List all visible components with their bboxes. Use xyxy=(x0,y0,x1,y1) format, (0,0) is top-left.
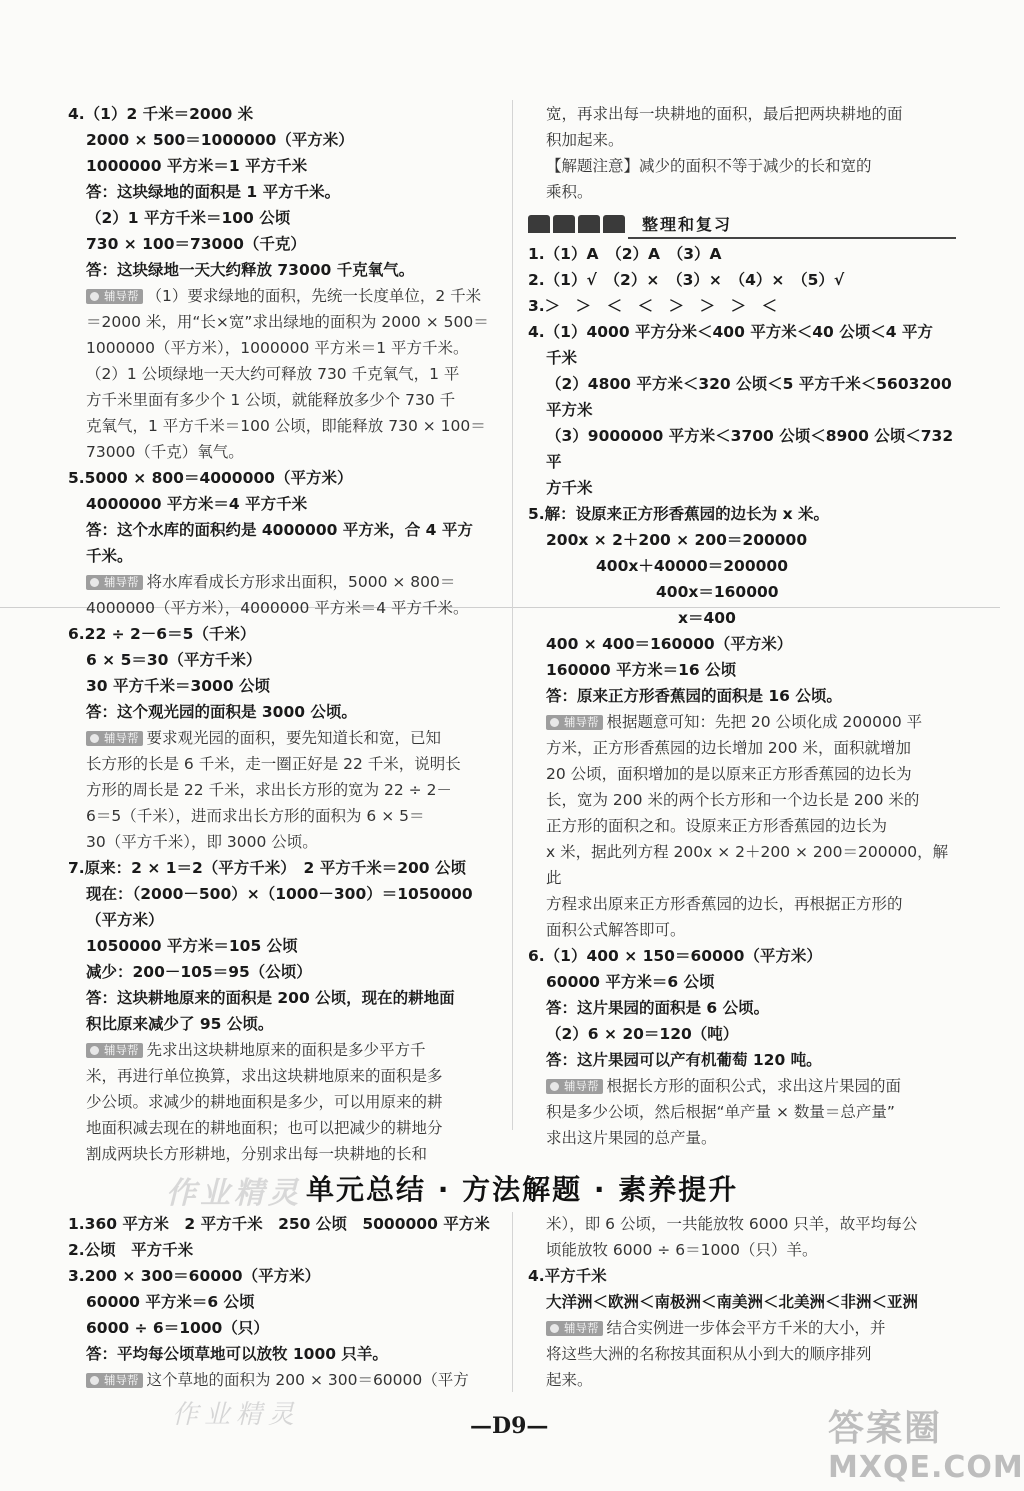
line-text: 1.360 平方米 2 平方千米 250 公顷 5000000 平方米 xyxy=(68,1215,490,1233)
line-text: 73000（千克）氧气。 xyxy=(86,443,244,461)
line-text: 将水库看成长方形求出面积，5000 × 800＝ xyxy=(146,573,456,591)
tutor-help-badge: 辅导帮 xyxy=(86,289,143,304)
line-text: 减少：200－105＝95（公顷） xyxy=(86,963,312,981)
column-divider-bottom xyxy=(512,1212,513,1392)
line-text: 正方形的面积之和。设原来正方形香蕉园的边长为 xyxy=(546,817,888,835)
line-text: 400 × 400＝160000（平方米） xyxy=(546,635,793,653)
text-line xyxy=(528,735,956,761)
tutor-help-badge: 辅导帮 xyxy=(86,1043,143,1058)
text-line xyxy=(68,517,500,543)
line-text: 20 公顷，面积增加的是以原来正方形香蕉园的边长为 xyxy=(546,765,912,783)
line-text: 1050000 平方米＝105 公顷 xyxy=(86,937,298,955)
line-text: 答：这片果园可以产有机葡萄 120 吨。 xyxy=(546,1051,822,1069)
text-line xyxy=(528,1237,956,1263)
text-line xyxy=(68,309,500,335)
text-line xyxy=(68,361,500,387)
text-line xyxy=(528,631,956,657)
line-text: 平方米 xyxy=(546,401,593,419)
line-text: （3）9000000 平方米＜3700 公顷＜8900 公顷＜732 平 xyxy=(546,427,954,471)
text-line xyxy=(68,205,500,231)
text-line xyxy=(528,891,956,917)
line-text: 乘积。 xyxy=(546,183,593,201)
text-line xyxy=(528,1047,956,1073)
text-line xyxy=(68,179,500,205)
watermark-logo-text: 答案圈 xyxy=(828,1408,943,1449)
text-line xyxy=(528,1263,956,1289)
line-text: 1000000（平方米），1000000 平方米＝1 平方千米。 xyxy=(86,339,469,357)
text-line xyxy=(68,335,500,361)
line-text: 6 × 5＝30（平方千米） xyxy=(86,651,262,669)
line-text: 长方形的长是 6 千米，走一圈正好是 22 千米，说明长 xyxy=(86,755,461,773)
line-text: 160000 平方米＝16 公顷 xyxy=(546,661,737,679)
text-line xyxy=(68,595,500,621)
line-text: 答：这块绿地的面积是 1 平方千米。 xyxy=(86,183,341,201)
line-text: 2.公顷 平方千米 xyxy=(68,1241,194,1259)
faint-watermark-text: 作业精灵 xyxy=(172,1400,301,1430)
line-text: （1）要求绿地的面积，先统一长度单位，2 千米 xyxy=(146,287,482,305)
line-text: 地面积减去现在的耕地面积；也可以把减少的耕地分 xyxy=(86,1119,443,1137)
line-text: 长，宽为 200 米的两个长方形和一个边长是 200 米的 xyxy=(546,791,920,809)
text-line xyxy=(68,959,500,985)
line-text: 答：这片果园的面积是 6 公顷。 xyxy=(546,999,770,1017)
tutor-help-badge: 辅导帮 xyxy=(86,1373,143,1388)
text-line xyxy=(528,1073,956,1099)
section-header xyxy=(528,209,956,239)
line-text: 答：这块耕地原来的面积是 200 公顷，现在的耕地面 xyxy=(86,989,455,1007)
section-header-rule xyxy=(628,237,956,239)
text-line xyxy=(528,527,956,553)
right-column xyxy=(528,101,956,1151)
text-line xyxy=(68,257,500,283)
line-text: 60000 平方米＝6 公顷 xyxy=(86,1293,255,1311)
line-text: 面积公式解答即可。 xyxy=(546,921,686,939)
line-text: 少公顷。求减少的耕地面积是多少，可以用原来的耕 xyxy=(86,1093,443,1111)
unit-summary-banner xyxy=(160,1166,860,1211)
text-line xyxy=(528,319,956,345)
text-line xyxy=(68,751,500,777)
text-line xyxy=(528,1367,956,1393)
line-text: 30（平方千米），即 3000 公顷。 xyxy=(86,833,318,851)
text-line xyxy=(68,1341,500,1367)
text-line xyxy=(528,423,956,475)
text-line xyxy=(528,657,956,683)
tutor-help-badge: 辅导帮 xyxy=(86,575,143,590)
text-line xyxy=(68,101,500,127)
text-line xyxy=(528,1099,956,1125)
line-text: 5.5000 × 800＝4000000（平方米） xyxy=(68,469,353,487)
review-answers xyxy=(528,241,956,1151)
text-line xyxy=(68,387,500,413)
site-watermark xyxy=(828,1400,1024,1488)
text-line xyxy=(528,501,956,527)
text-line xyxy=(68,1315,500,1341)
line-text: 顷能放牧 6000 ÷ 6＝1000（只）羊。 xyxy=(546,1241,818,1259)
text-line xyxy=(528,127,956,153)
line-text: 方千米 xyxy=(546,479,593,497)
text-line xyxy=(68,647,500,673)
text-line xyxy=(68,1211,500,1237)
text-line xyxy=(68,569,500,595)
text-line xyxy=(528,1211,956,1237)
line-text: 起来。 xyxy=(546,1371,593,1389)
line-text: （2）1 公顷绿地一天大约可释放 730 千克氧气，1 平 xyxy=(86,365,460,383)
line-text: 2000 × 500＝1000000（平方米） xyxy=(86,131,354,149)
line-text: 大洋洲＜欧洲＜南极洲＜南美洲＜北美洲＜非洲＜亚洲 xyxy=(546,1293,919,1311)
line-text: 4000000 平方米＝4 平方千米 xyxy=(86,495,308,513)
text-line xyxy=(528,761,956,787)
line-text: 将这些大洲的名称按其面积从小到大的顺序排列 xyxy=(546,1345,872,1363)
line-text: 现在：（2000－500）×（1000－300）＝1050000（平方米） xyxy=(86,885,473,929)
section-header-blocks xyxy=(528,215,625,233)
line-text: 400x＋40000＝200000 xyxy=(596,557,788,575)
line-text: 积比原来减少了 95 公顷。 xyxy=(86,1015,274,1033)
text-line xyxy=(68,1011,500,1037)
line-text: 结合实例进一步体会平方千米的大小，并 xyxy=(606,1319,886,1337)
text-line xyxy=(528,1289,956,1315)
text-line xyxy=(528,813,956,839)
text-line xyxy=(528,553,956,579)
text-line xyxy=(528,267,956,293)
watermark-url: MXQE.COM xyxy=(828,1450,1024,1485)
text-line xyxy=(68,283,500,309)
banner-watermark-text: 作业精灵 xyxy=(166,1176,302,1211)
text-line xyxy=(528,579,956,605)
text-line xyxy=(528,995,956,1021)
text-line xyxy=(68,1063,500,1089)
tutor-help-badge: 辅导帮 xyxy=(86,731,143,746)
text-line xyxy=(68,621,500,647)
text-line xyxy=(68,1289,500,1315)
line-text: 400x＝160000 xyxy=(656,583,779,601)
text-line xyxy=(68,777,500,803)
text-line xyxy=(528,709,956,735)
text-line xyxy=(68,699,500,725)
text-line xyxy=(528,605,956,631)
banner-title: 单元总结 · 方法解题 · 素养提升 xyxy=(306,1173,739,1206)
text-line xyxy=(68,413,500,439)
line-text: 2.（1）√ （2）× （3）× （4）× （5）√ xyxy=(528,271,845,289)
text-line xyxy=(528,683,956,709)
text-line xyxy=(68,231,500,257)
line-text: 3.＞ ＞ ＜ ＜ ＞ ＞ ＞ ＜ xyxy=(528,297,778,315)
text-line xyxy=(68,725,500,751)
text-line xyxy=(68,985,500,1011)
line-text: 4.（1）2 千米＝2000 米 xyxy=(68,105,254,123)
text-line xyxy=(528,969,956,995)
summary-left-column xyxy=(68,1211,500,1393)
line-text: 6＝5（千米），进而求出长方形的面积为 6 × 5＝ xyxy=(86,807,425,825)
line-text: 方形的周长是 22 千米，求出长方形的宽为 22 ÷ 2－ xyxy=(86,781,452,799)
line-text: 6.（1）400 × 150＝60000（平方米） xyxy=(528,947,822,965)
text-line xyxy=(68,1141,500,1167)
line-text: 方米，正方形香蕉园的边长增加 200 米，面积就增加 xyxy=(546,739,911,757)
line-text: 积是多少公顷，然后根据“单产量 × 数量＝总产量” xyxy=(546,1103,895,1121)
text-line xyxy=(528,179,956,205)
line-text: 方程求出原来正方形香蕉园的边长，再根据正方形的 xyxy=(546,895,903,913)
text-line xyxy=(68,1263,500,1289)
text-line xyxy=(68,829,500,855)
line-text: 千米 xyxy=(546,349,578,367)
line-text: 米，再进行单位换算，求出这块耕地原来的面积是多 xyxy=(86,1067,443,1085)
page-number: —D9— xyxy=(470,1413,549,1439)
line-text: 千米。 xyxy=(86,547,133,565)
line-text: 先求出这块耕地原来的面积是多少平方千 xyxy=(146,1041,426,1059)
text-line xyxy=(528,943,956,969)
text-line xyxy=(528,153,956,179)
text-line xyxy=(68,1089,500,1115)
line-text: 【解题注意】减少的面积不等于减少的长和宽的 xyxy=(546,157,872,175)
text-line xyxy=(68,933,500,959)
line-text: ＝2000 米，用“长×宽”求出绿地的面积为 2000 × 500＝ xyxy=(86,313,489,331)
line-text: 要求观光园的面积，要先知道长和宽，已知 xyxy=(146,729,442,747)
text-line xyxy=(68,153,500,179)
line-text: 答：这个观光园的面积是 3000 公顷。 xyxy=(86,703,357,721)
line-text: 答：原来正方形香蕉园的面积是 16 公顷。 xyxy=(546,687,842,705)
text-line xyxy=(528,1341,956,1367)
line-text: 米），即 6 公顷，一共能放牧 6000 只羊，故平均每公 xyxy=(546,1215,918,1233)
line-text: 3.200 × 300＝60000（平方米） xyxy=(68,1267,321,1285)
text-line xyxy=(68,1115,500,1141)
text-line xyxy=(68,491,500,517)
line-text: 6.22 ÷ 2－6＝5（千米） xyxy=(68,625,256,643)
line-text: 1000000 平方米＝1 平方千米 xyxy=(86,157,308,175)
line-text: （2）6 × 20＝120（吨） xyxy=(546,1025,739,1043)
text-line xyxy=(68,439,500,465)
line-text: （2）1 平方千米＝100 公顷 xyxy=(86,209,291,227)
line-text: 60000 平方米＝6 公顷 xyxy=(546,973,715,991)
line-text: 方千米里面有多少个 1 公顷，就能释放多少个 730 千 xyxy=(86,391,456,409)
line-text: 这个草地的面积为 200 × 300＝60000（平方 xyxy=(146,1371,469,1389)
text-line xyxy=(528,917,956,943)
line-text: 克氧气，1 平方千米＝100 公顷，即能释放 730 × 100＝ xyxy=(86,417,486,435)
right-column-continued xyxy=(528,101,956,205)
line-text: x 米，据此列方程 200x × 2＋200 × 200＝200000，解此 xyxy=(546,843,949,887)
text-line xyxy=(68,855,500,881)
line-text: x＝400 xyxy=(678,609,736,627)
text-line xyxy=(528,345,956,371)
left-column xyxy=(68,101,500,1167)
text-line xyxy=(528,293,956,319)
line-text: 根据题意可知：先把 20 公顷化成 200000 平 xyxy=(606,713,923,731)
text-line xyxy=(68,465,500,491)
line-text: 求出这片果园的总产量。 xyxy=(546,1129,717,1147)
text-line xyxy=(528,371,956,397)
line-text: （2）4800 平方米＜320 公顷＜5 平方千米＜5603200 xyxy=(546,375,952,393)
text-line xyxy=(528,1315,956,1341)
text-line xyxy=(528,397,956,423)
line-text: 答：这个水库的面积约是 4000000 平方米，合 4 平方 xyxy=(86,521,473,539)
line-text: 7.原来：2 × 1＝2（平方千米） 2 平方千米＝200 公顷 xyxy=(68,859,466,877)
line-text: 4000000（平方米），4000000 平方米＝4 平方千米。 xyxy=(86,599,469,617)
text-line xyxy=(68,1237,500,1263)
text-line xyxy=(528,1125,956,1151)
line-text: 积加起来。 xyxy=(546,131,624,149)
line-text: 200x × 2＋200 × 200＝200000 xyxy=(546,531,808,549)
line-text: 4.（1）4000 平方分米＜400 平方米＜40 公顷＜4 平方 xyxy=(528,323,933,341)
text-line xyxy=(528,1021,956,1047)
text-line xyxy=(528,101,956,127)
text-line xyxy=(528,787,956,813)
line-text: 宽，再求出每一块耕地的面积，最后把两块耕地的面 xyxy=(546,105,903,123)
text-line xyxy=(68,1367,500,1393)
line-text: 30 平方千米＝3000 公顷 xyxy=(86,677,271,695)
line-text: 答：平均每公顷草地可以放牧 1000 只羊。 xyxy=(86,1345,388,1363)
line-text: 1.（1）A （2）A （3）A xyxy=(528,245,722,263)
tutor-help-badge: 辅导帮 xyxy=(546,715,603,730)
text-line xyxy=(68,127,500,153)
text-line xyxy=(528,475,956,501)
tutor-help-badge: 辅导帮 xyxy=(546,1321,603,1336)
line-text: 730 × 100＝73000（千克） xyxy=(86,235,306,253)
text-line xyxy=(528,839,956,891)
line-text: 根据长方形的面积公式，求出这片果园的面 xyxy=(606,1077,902,1095)
summary-right-column xyxy=(528,1211,956,1393)
text-line xyxy=(68,881,500,933)
section-heading: 整理和复习 xyxy=(642,215,733,234)
line-text: 5.解：设原来正方形香蕉园的边长为 x 米。 xyxy=(528,505,829,523)
text-line xyxy=(528,241,956,267)
text-line xyxy=(68,803,500,829)
tutor-help-badge: 辅导帮 xyxy=(546,1079,603,1094)
line-text: 答：这块绿地一天大约释放 73000 千克氧气。 xyxy=(86,261,415,279)
line-text: 6000 ÷ 6＝1000（只） xyxy=(86,1319,269,1337)
line-text: 割成两块长方形耕地，分别求出每一块耕地的长和 xyxy=(86,1145,428,1163)
text-line xyxy=(68,673,500,699)
text-line xyxy=(68,1037,500,1063)
text-line xyxy=(68,543,500,569)
line-text: 4.平方千米 xyxy=(528,1267,607,1285)
column-divider-top xyxy=(512,100,513,1130)
